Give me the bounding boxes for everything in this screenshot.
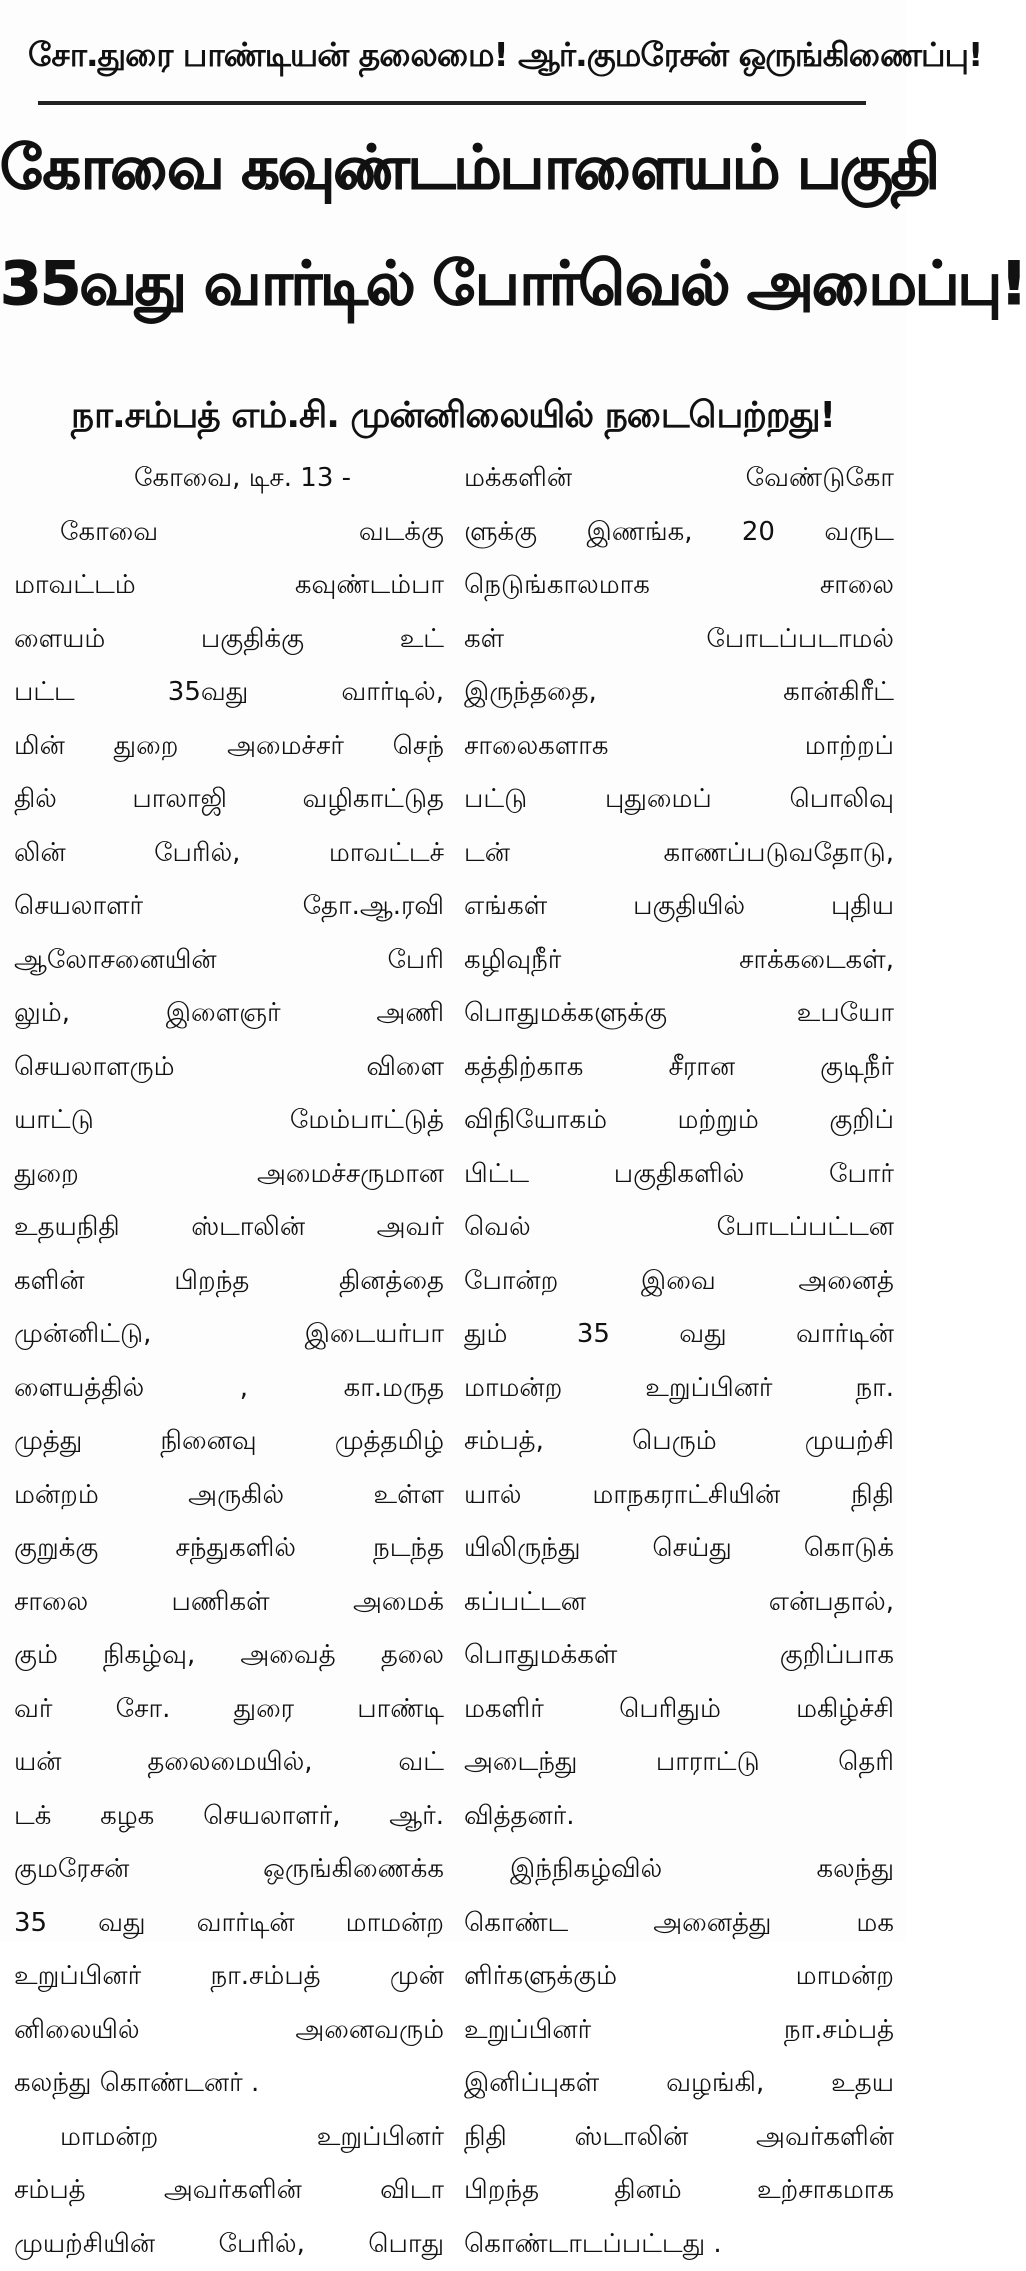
article-line: வித்தனர்.: [464, 1790, 894, 1844]
article-line: பிட்ட பகுதிகளில் போர்: [464, 1148, 894, 1202]
dateline: கோவை, டிச. 13 -: [14, 452, 444, 506]
article-line: உதயநிதி ஸ்டாலின் அவர்: [14, 1201, 444, 1255]
article-line: சாலைகளாக மாற்றப்: [464, 720, 894, 774]
article-line: விநியோகம் மற்றும் குறிப்: [464, 1094, 894, 1148]
article-line: மகளிர் பெரிதும் மகிழ்ச்சி: [464, 1683, 894, 1737]
article-line: டன் காணப்படுவதோடு,: [464, 827, 894, 881]
article-line: சம்பத், பெரும் முயற்சி: [464, 1415, 894, 1469]
article-line: மக்களின் வேண்டுகோ: [464, 452, 894, 506]
article-line: லின் பேரில், மாவட்டச்: [14, 827, 444, 881]
article-line: இருந்ததை, கான்கிரீட்: [464, 666, 894, 720]
article-line: சம்பத் அவர்களின் விடா: [14, 2164, 444, 2218]
article-line: நிதி ஸ்டாலின் அவர்களின்: [464, 2111, 894, 2165]
article-line: குமரேசன் ஒருங்கிணைக்க: [14, 1843, 444, 1897]
article-line: முயற்சியின் பேரில், பொது: [14, 2218, 444, 2271]
article-line: உறுப்பினர் நா.சம்பத்: [464, 2004, 894, 2058]
article-line: செயலாளர் தோ.ஆ.ரவி: [14, 880, 444, 934]
article-line: எங்கள் பகுதியில் புதிய: [464, 880, 894, 934]
article-line: போன்ற இவை அனைத்: [464, 1255, 894, 1309]
article-line: யன் தலைமையில், வட்: [14, 1736, 444, 1790]
article-line: இந்நிகழ்வில் கலந்து: [464, 1843, 894, 1897]
article-line: பிறந்த தினம் உற்சாகமாக: [464, 2164, 894, 2218]
article-line: ளையம் பகுதிக்கு உட்: [14, 613, 444, 667]
article-line: னிலையில் அனைவரும்: [14, 2004, 444, 2058]
article-line: களின் பிறந்த தினத்தை: [14, 1255, 444, 1309]
article-line: தும் 35 வது வார்டின்: [464, 1308, 894, 1362]
article-line: மன்றம் அருகில் உள்ள: [14, 1469, 444, 1523]
article-line: மாமன்ற உறுப்பினர்: [14, 2111, 444, 2165]
article-line: குறுக்கு சந்துகளில் நடந்த: [14, 1522, 444, 1576]
kicker-line: சோ.துரை பாண்டியன் தலைமை! ஆர்.குமரேசன் ஒருங்கிணைப்பு!: [28, 18, 878, 92]
article-line: 35 வது வார்டின் மாமன்ற: [14, 1897, 444, 1951]
article-line: கலந்து கொண்டனர் .: [14, 2057, 444, 2111]
article-line: முன்னிட்டு, இடையர்பா: [14, 1308, 444, 1362]
article-line: பட்ட 35வது வார்டில்,: [14, 666, 444, 720]
article-line: கழிவுநீர் சாக்கடைகள்,: [464, 934, 894, 988]
article-line: டக் கழக செயலாளர், ஆர்.: [14, 1790, 444, 1844]
article-body: [14, 452, 892, 1932]
article-line: அடைந்து பாராட்டு தெரி: [464, 1736, 894, 1790]
article-line: கள் போடப்படாமல்: [464, 613, 894, 667]
article-line: பொதுமக்களுக்கு உபயோ: [464, 987, 894, 1041]
subheadline: நா.சம்பத் எம்.சி. முன்னிலையில் நடைபெற்றது!: [0, 378, 906, 454]
article-column-left: [14, 452, 444, 1932]
article-line: முத்து நினைவு முத்தமிழ்: [14, 1415, 444, 1469]
article-line: ளையத்தில் , கா.மருத: [14, 1362, 444, 1416]
article-line: கும் நிகழ்வு, அவைத் தலை: [14, 1629, 444, 1683]
article-line: செயலாளரும் விளை: [14, 1041, 444, 1095]
article-line: லும், இளைஞர் அணி: [14, 987, 444, 1041]
article-line: யால் மாநகராட்சியின் நிதி: [464, 1469, 894, 1523]
article-line: இனிப்புகள் வழங்கி, உதய: [464, 2057, 894, 2111]
article-line: மாவட்டம் கவுண்டம்பா: [14, 559, 444, 613]
headline-line-2: 35வது வார்டில் போர்வெல் அமைப்பு!: [0, 228, 906, 340]
article-line: பட்டு புதுமைப் பொலிவு: [464, 773, 894, 827]
article-line: பொதுமக்கள் குறிப்பாக: [464, 1629, 894, 1683]
article-line: மாமன்ற உறுப்பினர் நா.: [464, 1362, 894, 1416]
article-line: யிலிருந்து செய்து கொடுக்: [464, 1522, 894, 1576]
article-line: உறுப்பினர் நா.சம்பத் முன்: [14, 1950, 444, 2004]
article-line: ளுக்கு இணங்க, 20 வருட: [464, 506, 894, 560]
article-line: கப்பட்டன என்பதால்,: [464, 1576, 894, 1630]
article-line: யாட்டு மேம்பாட்டுத்: [14, 1094, 444, 1148]
headline-line-1: கோவை கவுண்டம்பாளையம் பகுதி: [0, 112, 906, 224]
article-line: மின் துறை அமைச்சர் செந்: [14, 720, 444, 774]
article-line: கொண்டாடப்பட்டது .: [464, 2218, 894, 2271]
article-line: கோவை வடக்கு: [14, 506, 444, 560]
article-column-right: [464, 452, 894, 1932]
article-line: கத்திற்காக சீரான குடிநீர்: [464, 1041, 894, 1095]
article-line: தில் பாலாஜி வழிகாட்டுத: [14, 773, 444, 827]
article-line: சாலை பணிகள் அமைக்: [14, 1576, 444, 1630]
article-line: நெடுங்காலமாக சாலை: [464, 559, 894, 613]
article-line: துறை அமைச்சருமான: [14, 1148, 444, 1202]
article-line: ளிர்களுக்கும் மாமன்ற: [464, 1950, 894, 2004]
article-line: கொண்ட அனைத்து மக: [464, 1897, 894, 1951]
article-line: வர் சோ. துரை பாண்டி: [14, 1683, 444, 1737]
kicker-divider: [38, 101, 866, 105]
article-line: ஆலோசனையின் பேரி: [14, 934, 444, 988]
article-line: வெல் போடப்பட்டன: [464, 1201, 894, 1255]
